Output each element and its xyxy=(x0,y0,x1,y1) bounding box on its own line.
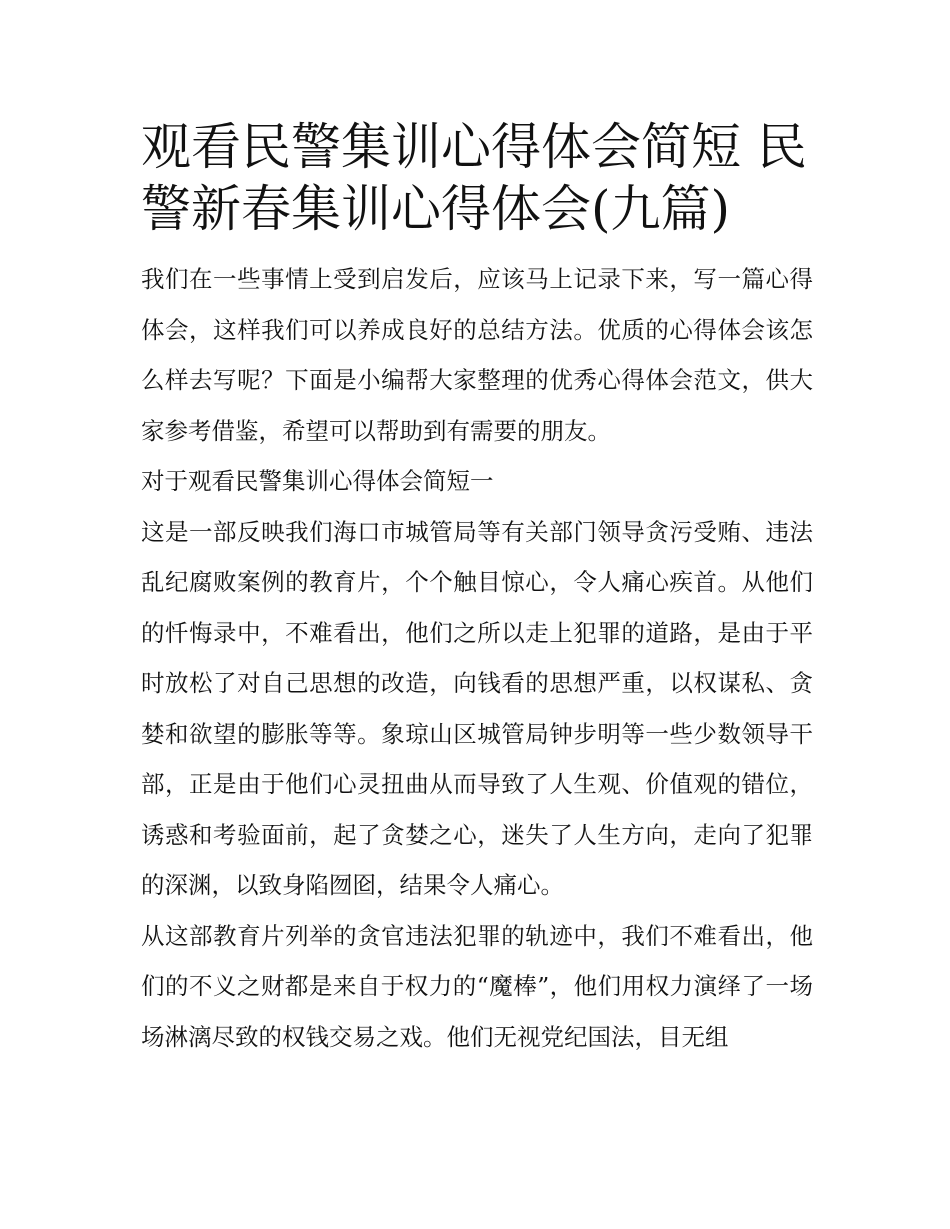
paragraph-body-2: 从这部教育片列举的贪官违法犯罪的轨迹中，我们不难看出，他们的不义之财都是来自于权力的“魔棒”，他们用权力演绎了一场场淋漓尽致的权钱交易之戏。他们无视党纪国法，目无组 xyxy=(141,921,813,1051)
paragraph-intro: 我们在一些事情上受到启发后，应该马上记录下来，写一篇心得体会，这样我们可以养成良好的总结方法。优质的心得体会该怎么样去写呢？下面是小编帮大家整理的优秀心得体会范文，供大家参考借鉴，希望可以帮助到有需要的朋友。 xyxy=(141,265,813,445)
document-title: 观看民警集训心得体会简短 民警新春集训心得体会(九篇) xyxy=(141,118,807,238)
paragraph-body-1: 这是一部反映我们海口市城管局等有关部门领导贪污受贿、违法乱纪腐败案例的教育片，个个触目惊心，令人痛心疾首。从他们的忏悔录中，不难看出，他们之所以走上犯罪的道路，是由于平时放松了对自己思想的改造，向钱看的思想严重，以权谋私、贪婪和欲望的膨胀等等。象琼山区城管局钟步明等一些少数领导干部，正是由于他们心灵扭曲从而导致了人生观、价值观的错位，诱惑和考验面前，起了贪婪之心，迷失了人生方向，走向了犯罪的深渊，以致身陷囫囵，结果令人痛心。 xyxy=(141,517,813,899)
section-heading: 对于观看民警集训心得体会简短一 xyxy=(141,467,494,495)
document-body xyxy=(141,116,813,1062)
